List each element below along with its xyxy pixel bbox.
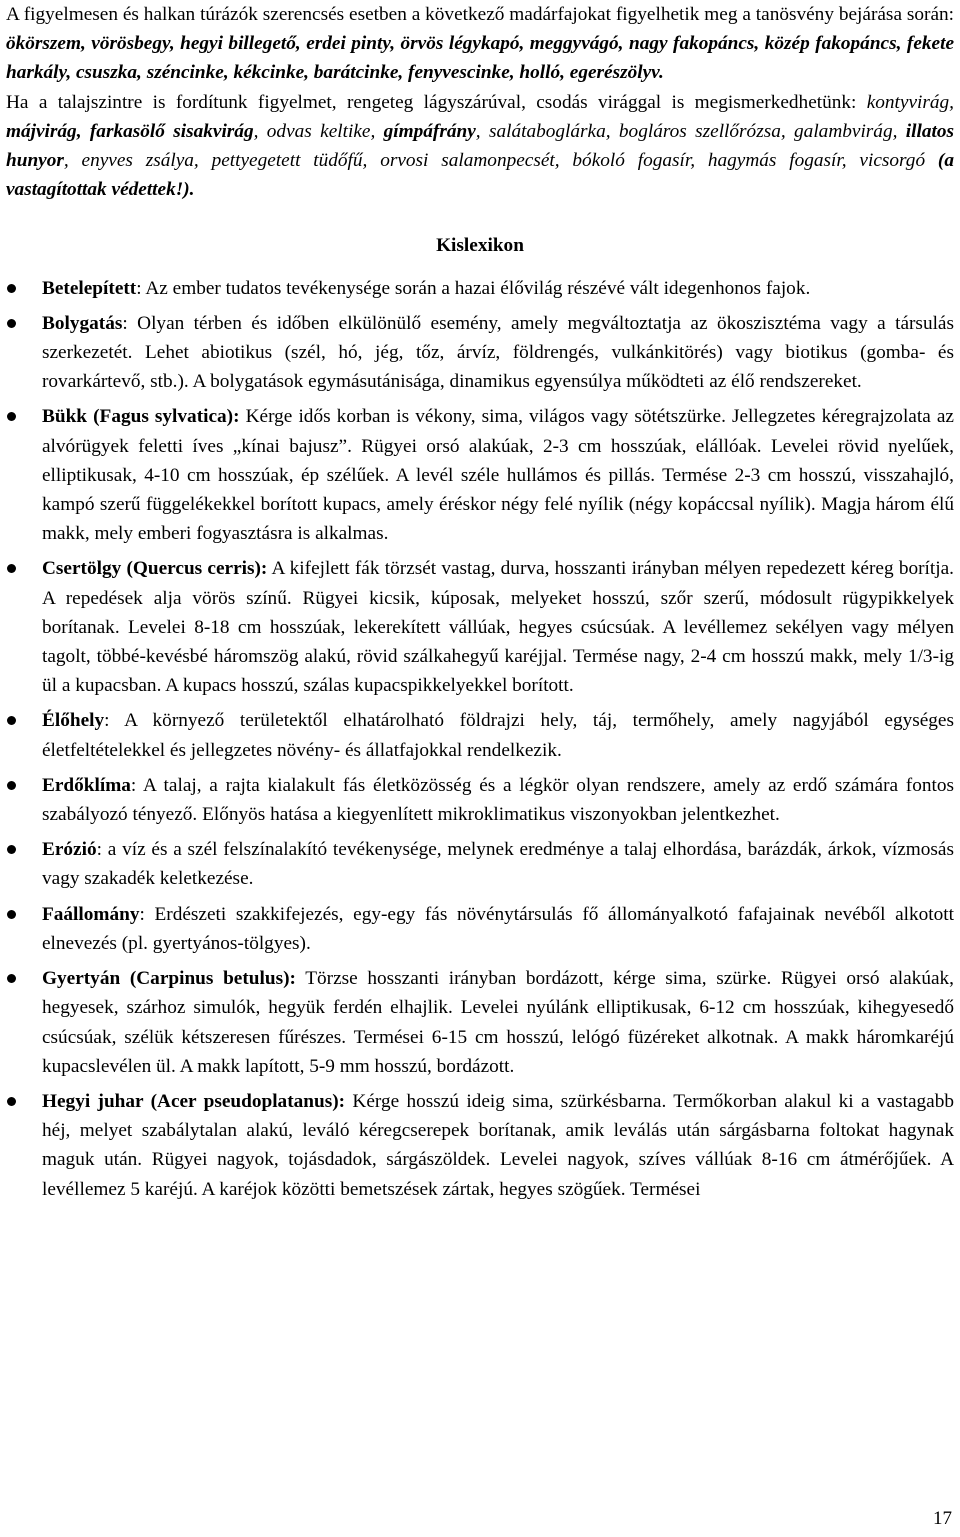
glossary-term: Bükk (Fagus sylvatica):: [42, 406, 240, 428]
protected-plant-name: illatos hunyor: [6, 120, 954, 172]
plant-name: , salátaboglárka, bogláros szellőrózsa, galambvirág,: [475, 120, 906, 142]
glossary-entry: [6, 900, 954, 958]
glossary-definition: A talaj, a rajta kialakult fás életközösség és a légkör olyan rendszere, amely az erdő számára fontos szabályozó tényező. Előnyös hatása a kiegyenlített mikroklimatikus viszonyokban jelentkezhet.: [42, 774, 954, 826]
glossary-entry: [6, 309, 954, 397]
glossary-entry: [6, 964, 954, 1081]
separator: :: [130, 774, 143, 796]
bird-species-list: ökörszem, vörösbegy, hegyi billegető, erdei pinty, örvös légykapó, meggyvágó, nagy fakopáncs, közép fakopáncs, fekete harkály, csuszka, széncinke, kékcinke, barátcinke, fenyvescinke, holló, egerészölyv.: [6, 33, 954, 84]
separator: :: [136, 277, 146, 299]
separator: [296, 968, 305, 989]
glossary-term: Betelepített: [42, 277, 137, 299]
glossary-term: Erózió: [42, 839, 97, 861]
glossary-entry: [6, 402, 954, 548]
glossary-definition: Olyan térben és időben elkülönülő esemény, amely megváltoztatja az ökoszisztéma vagy a társulás szerkezetét. Lehet abiotikus (szél, hó, jég, tőz, árvíz, földrengés, vulkánkitörés) vagy biotikus (gomba- és rovarkártevő, stb.). A bolygatások egymásutánisága, dinamikus egyensúlya működteti az élő rendszereket.: [42, 312, 954, 393]
glossary-definition: Törzse hosszanti irányban bordázott, kérge sima, szürke. Rügyei orsó alakúak, hegyesek, szárhoz simulók, hegyük ferdén elhajlik. Levelei nyúlánk elliptikusak, 6-12 cm hosszúak, kihegyesedő csúcsúak, szélük kétszeresen fűrészes. Termései 6-15 cm hosszú, lelógó füzéreket alkotnak. A makk háromkaréjú kupacslevélen ül. A makk lapított, 5-9 mm hosszú, bordázott.: [42, 968, 954, 1077]
separator: :: [96, 839, 108, 861]
glossary-term: Csertölgy (Quercus cerris):: [42, 558, 268, 580]
intro-birds-paragraph: [6, 0, 954, 88]
glossary-term: Faállomány: [42, 903, 140, 925]
plant-name: kontyvirág,: [866, 91, 954, 113]
glossary-list: [6, 274, 954, 1204]
glossary-definition: Az ember tudatos tevékenysége során a hazai élővilág részévé vált idegenhonos fajok.: [145, 277, 811, 299]
plant-name: , enyves zsálya, pettyegetett tüdőfű, orvosi salamonpecsét, bókoló fogasír, hagymás fogasír, vicsorgó: [63, 150, 926, 172]
glossary-term: Élőhely: [42, 710, 105, 732]
glossary-definition: Kérge idős korban is vékony, sima, világos vagy sötétszürke. Jellegzetes kéregrajzolata az alvórügyek feletti íves „kínai bajusz”. Rügyei orsó alakúak, 2-3 cm hosszúak, elállóak. Levelei rövid nyelűek, elliptikusak, 4-10 cm hosszúak, ép szélűek. A levél széle hullámos és pillás. Termése 2-3 cm hosszú, visszahajló, kampó szerű függelékekkel borított kupacs, amely éréskor négy felé nyílik (négy kopáccsal nyílik). Magja három élű makk, mely emberi fogyasztásra is alkalmas.: [42, 406, 954, 545]
separator: :: [122, 312, 138, 334]
glossary-definition: A környező területektől elhatárolható földrajzi hely, táj, termőhely, amely nagyjából egységes életfeltételekkel és jellegzetes növény- és állatfajokkal rendelkezik.: [42, 710, 954, 761]
glossary-definition: a víz és a szél felszínalakító tevékenysége, melynek eredménye a talaj elhordása, barázdák, árkok, vízmosás vagy szakadék keletkezése.: [42, 839, 954, 890]
protected-note: (a vastagítottak védettek!).: [6, 150, 954, 201]
glossary-entry: [6, 706, 954, 764]
glossary-entry: [6, 1087, 954, 1204]
separator: :: [139, 903, 155, 925]
glossary-entry: [6, 554, 954, 700]
glossary-term: Bolygatás: [42, 312, 123, 334]
glossary-definition: A kifejlett fák törzsét vastag, durva, hosszanti irányban mélyen repedezett kéreg borítja. A repedések alja vörös színű. Rügyei kicsik, kúposak, melyeket hosszú, szőr szerű, módosult rügypikkelyek borítanak. Levelei 8-18 cm hosszúak, lekerekített vállúak, hegyes csúcsúak. A levéllemez sekélyen vagy mélyen tagolt, többé-kevésbé háromszög alakú, rövid szálkahegyű karéjjal. Termése nagy, 2-4 cm hosszú makk, mely 1/3-ig ül a kupacsban. A kupacs hosszú, szálas kupacspikkelyekkel borított.: [42, 558, 954, 697]
page-number: 17: [933, 1508, 952, 1529]
protected-plant-name: májvirág, farkasölő sisakvirág: [6, 120, 254, 142]
glossary-entry: [6, 274, 954, 303]
glossary-definition: Kérge hosszú ideig sima, szürkésbarna. Termőkorban alakul ki a vastagabb héj, melyet szabálytalan alakú, leváló kéregcserepek borítanak, amik leválás után sárgásbarna foltokat hagynak maguk után. Rügyei nagyok, tojásdadok, sárgászöldek. Levelei nagyok, szíves vállúak 8-16 cm átmérőjűek. A levéllemez 5 karéjú. A karéjok közötti bemetszések zártak, hegyes szögűek. Termései: [42, 1090, 954, 1200]
glossary-definition: Erdészeti szakkifejezés, egy-egy fás növénytársulás fő állományalkotó fafajainak nevéből alkotott elnevezés (pl. gyertyános-tölgyes).: [42, 903, 954, 954]
intro-plants-paragraph: [6, 88, 954, 205]
separator: :: [104, 710, 125, 732]
intro-birds-text: A figyelmesen és halkan túrázók szerencsés esetben a következő madárfajokat figyelhetik meg a tanösvény bejárása során:: [6, 4, 954, 25]
glossary-entry: [6, 771, 954, 829]
intro-plants-text: Ha a talajszintre is fordítunk figyelmet, rengeteg lágyszárúval, csodás virággal is megismerkedhetünk:: [6, 91, 867, 113]
plant-name: , odvas keltike,: [253, 120, 384, 142]
glossary-term: Hegyi juhar (Acer pseudoplatanus):: [42, 1090, 346, 1112]
glossary-term: Erdőklíma: [42, 774, 131, 796]
section-title: Kislexikon: [436, 235, 524, 257]
glossary-term: Gyertyán (Carpinus betulus):: [42, 968, 296, 990]
protected-plant-name: gímpáfrány: [383, 120, 476, 142]
glossary-entry: [6, 835, 954, 893]
document-page: [6, 0, 954, 1210]
